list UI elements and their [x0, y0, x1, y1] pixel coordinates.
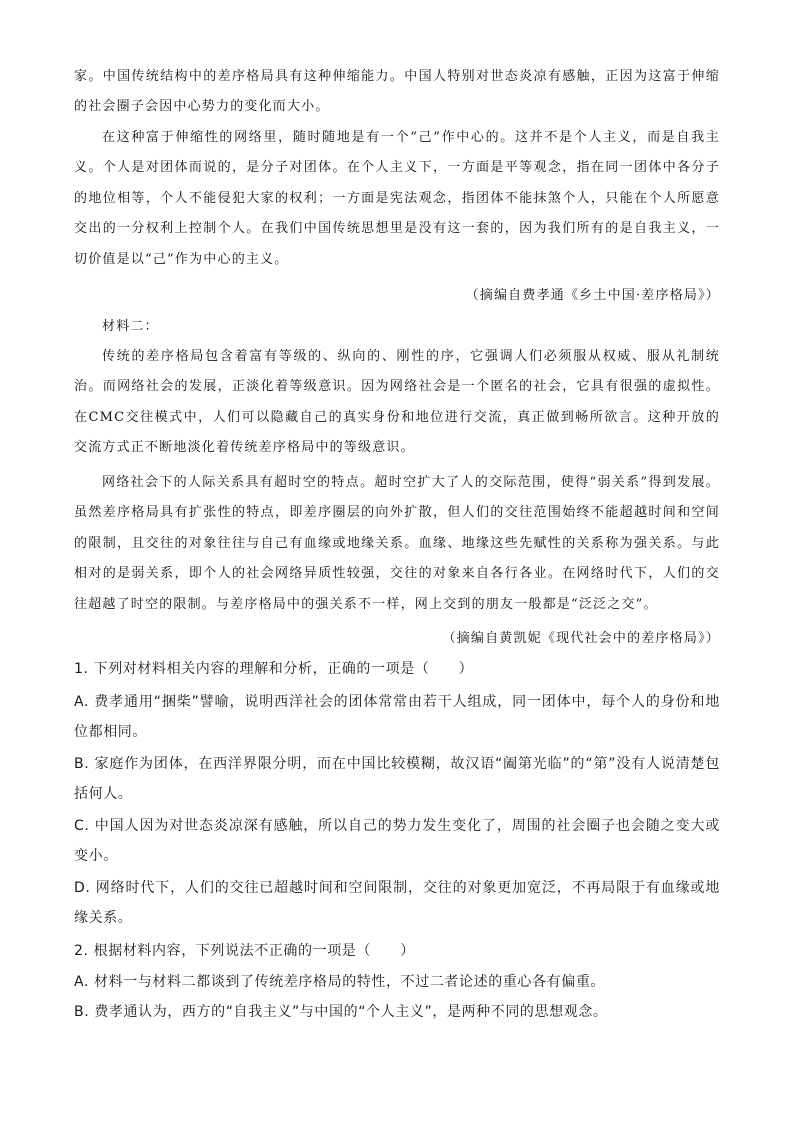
material2-paragraph-2: 网络社会下的人际关系具有超时空的特点。超时空扩大了人的交际范围，使得“弱关系”得到发展。虽然差序格局具有扩张性的特点，即差序圈层的向外扩散，但人们的交往范围始终不能超越时间和空间的限制，且交往的对象往往与自己有血缘或地缘关系。血缘、地缘这些先赋性的关系称为强关系。与此相对的是弱关系，即个人的社会网络异质性较强，交往的对象来自各行各业。在网络时代下，人们的交往超越了时空的限制。与差序格局中的强关系不一样，网上交到的朋友一般都是“泛泛之交”。	[74, 475, 720, 612]
question-2-option-b: B. 费孝通认为，西方的“自我主义”与中国的“个人主义”，是两种不同的思想观念。	[74, 1004, 608, 1020]
material2-label: 材料二：	[102, 319, 159, 334]
question-2-option-a: A. 材料一与材料二都谈到了传统差序格局的特性，不过二者论述的重心各有偏重。	[74, 974, 606, 990]
question-2-stem: 2. 根据材料内容，下列说法不正确的一项是（ ）	[74, 943, 415, 959]
question-1-option-d: D. 网络时代下，人们的交往已超越时间和空间限制，交往的对象更加宽泛，不再局限于有血缘或地缘关系。	[74, 880, 720, 926]
question-1-option-a: A. 费孝通用“捆柴”譬喻，说明西洋社会的团体常常由若干人组成，同一团体中，每个人的身份和地位都相同。	[74, 694, 720, 740]
question-1-option-c: C. 中国人因为对世态炎凉深有感触，所以自己的势力发生变化了，周围的社会圈子也会随之变大或变小。	[74, 818, 720, 864]
material2-paragraph-1: 传统的差序格局包含着富有等级的、纵向的、刚性的序，它强调人们必须服从权威、服从礼制统治。而网络社会的发展，正淡化着等级意识。因为网络社会是一个匿名的社会，它具有很强的虚拟性。在CMC交往模式中，人们可以隐藏自己的真实身份和地位进行交流，真正做到畅所欲言。这种开放的交流方式正不断地淡化着传统差序格局中的等级意识。	[74, 349, 720, 456]
material1-paragraph-2: 在这种富于伸缩性的网络里，随时随地是有一个“己”作中心的。这并不是个人主义，而是自我主义。个人是对团体而说的，是分子对团体。在个人主义下，一方面是平等观念，指在同一团体中各分子的地位相等，个人不能侵犯大家的权利；一方面是宪法观念，指团体不能抹煞个人，只能在个人所愿意交出的一分权利上控制个人。在我们中国传统思想里是没有这一套的，因为我们所有的是自我主义，一切价值是以“己”作为中心的主义。	[74, 130, 720, 267]
material2-source: （摘编自黄凯妮《现代社会中的差序格局》）	[442, 631, 720, 646]
material1-source: （摘编自费孝通《乡土中国·差序格局》）	[465, 288, 720, 303]
material1-paragraph-continued: 家。中国传统结构中的差序格局具有这种伸缩能力。中国人特别对世态炎凉有感触，正因为这富于伸缩的社会圈子会因中心势力的变化而大小。	[74, 69, 720, 115]
question-1-stem: 1. 下列对材料相关内容的理解和分析，正确的一项是（ ）	[74, 661, 474, 677]
question-1-option-b: B. 家庭作为团体，在西洋界限分明，而在中国比较模糊，故汉语“阖第光临”的“第”没有人说清楚包括何人。	[74, 756, 720, 802]
